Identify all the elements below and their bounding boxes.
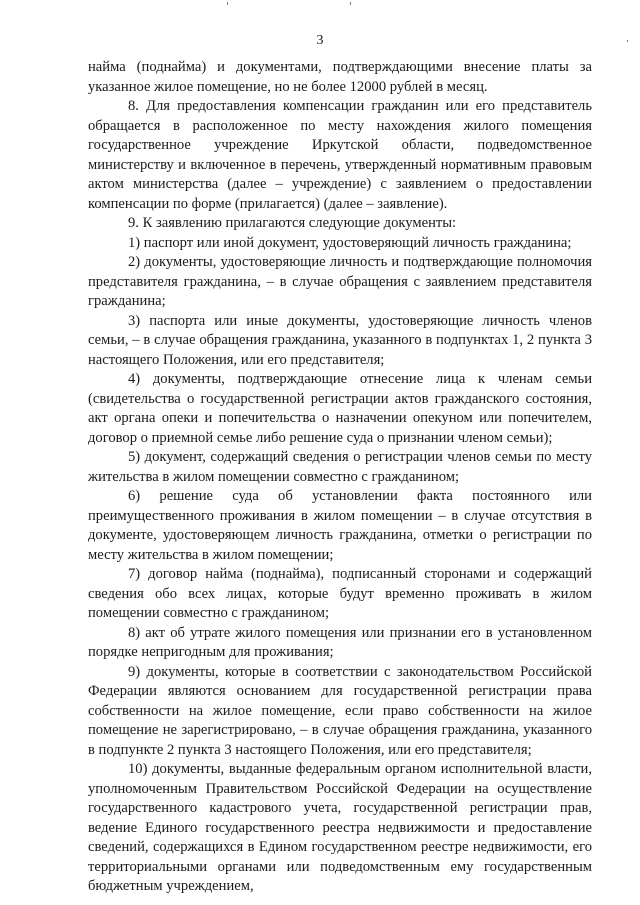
list-item-1: 1) паспорт или иной документ, удостоверяющий личность гражданина; [128, 234, 572, 251]
list-item-4: 4) документы, подтверждающие отнесение лица к членам семьи (свидетельства о государственной регистрации актов гражданского состояния, акт органа опеки и попечительства о назначении опекуном или попечителем, договор о приемной семье либо решение суда о признании членом семьи); [88, 371, 592, 446]
scan-speck [227, 2, 228, 5]
list-item-2: 2) документы, удостоверяющие личность и подтверждающие полномочия представителя гражданина, – в случае обращения с заявлением представителя гражданина; [88, 254, 592, 309]
list-item-5: 5) документ, содержащий сведения о регистрации членов семьи по месту жительства в жилом помещении совместно с гражданином; [88, 449, 592, 485]
list-item-7: 7) договор найма (поднайма), подписанный сторонами и содержащий сведения обо всех лицах, которые будут временно проживать в жилом помещении совместно с гражданином; [88, 566, 592, 621]
paragraph-clause-8: 8. Для предоставления компенсации гражданин или его представитель обращается в расположенное по месту нахождения жилого помещения государственное учреждение Иркутской области, подведомственное министерству и включенное в перечень, утвержденный нормативным правовым актом министерства (далее – учреждение) с заявлением о предоставлении компенсации по форме (прилагается) (далее – заявление). [88, 98, 592, 212]
document-body [88, 58, 592, 897]
list-item-10: 10) документы, выданные федеральным органом исполнительной власти, уполномоченным Правительством Российской Федерации на осуществление государственного кадастрового учета, государственной регистрации прав, ведение Единого государственного реестра недвижимости и предоставление сведений, содержащихся в Едином государственном реестре недвижимости, его территориальными органами или подведомственным ему государственным бюджетным учреждением, [88, 761, 592, 894]
list-item-3: 3) паспорта или иные документы, удостоверяющие личность членов семьи, – в случае обращения гражданина, указанного в подпунктах 1, 2 пункта 3 настоящего Положения, или его представителя; [88, 312, 592, 368]
paragraph-continuation: найма (поднайма) и документами, подтверждающими внесение платы за указанное жилое помещение, но не более 12000 рублей в месяц. [88, 59, 592, 95]
page-number: 3 [316, 33, 324, 48]
scan-speck [350, 2, 351, 5]
list-item-9: 9) документы, которые в соответствии с законодательством Российской Федерации являются основанием для государственной регистрации права собственности на жилое помещение, если право собственности на жилое помещение не зарегистрировано, – в случае обращения гражданина, указанного в подпункте 2 пункта 3 настоящего Положения, или его представителя; [88, 663, 592, 758]
list-item-8: 8) акт об утрате жилого помещения или признании его в установленном порядке непригодным для проживания; [88, 624, 592, 660]
paragraph-clause-9: 9. К заявлению прилагаются следующие документы: [128, 215, 457, 231]
list-item-6: 6) решение суда об установлении факта постоянного или преимущественного проживания в жилом помещении – в случае отсутствия в документе, удостоверяющем личность гражданина, отметки о регистрации по месту жительства в жилом помещении; [88, 488, 592, 563]
